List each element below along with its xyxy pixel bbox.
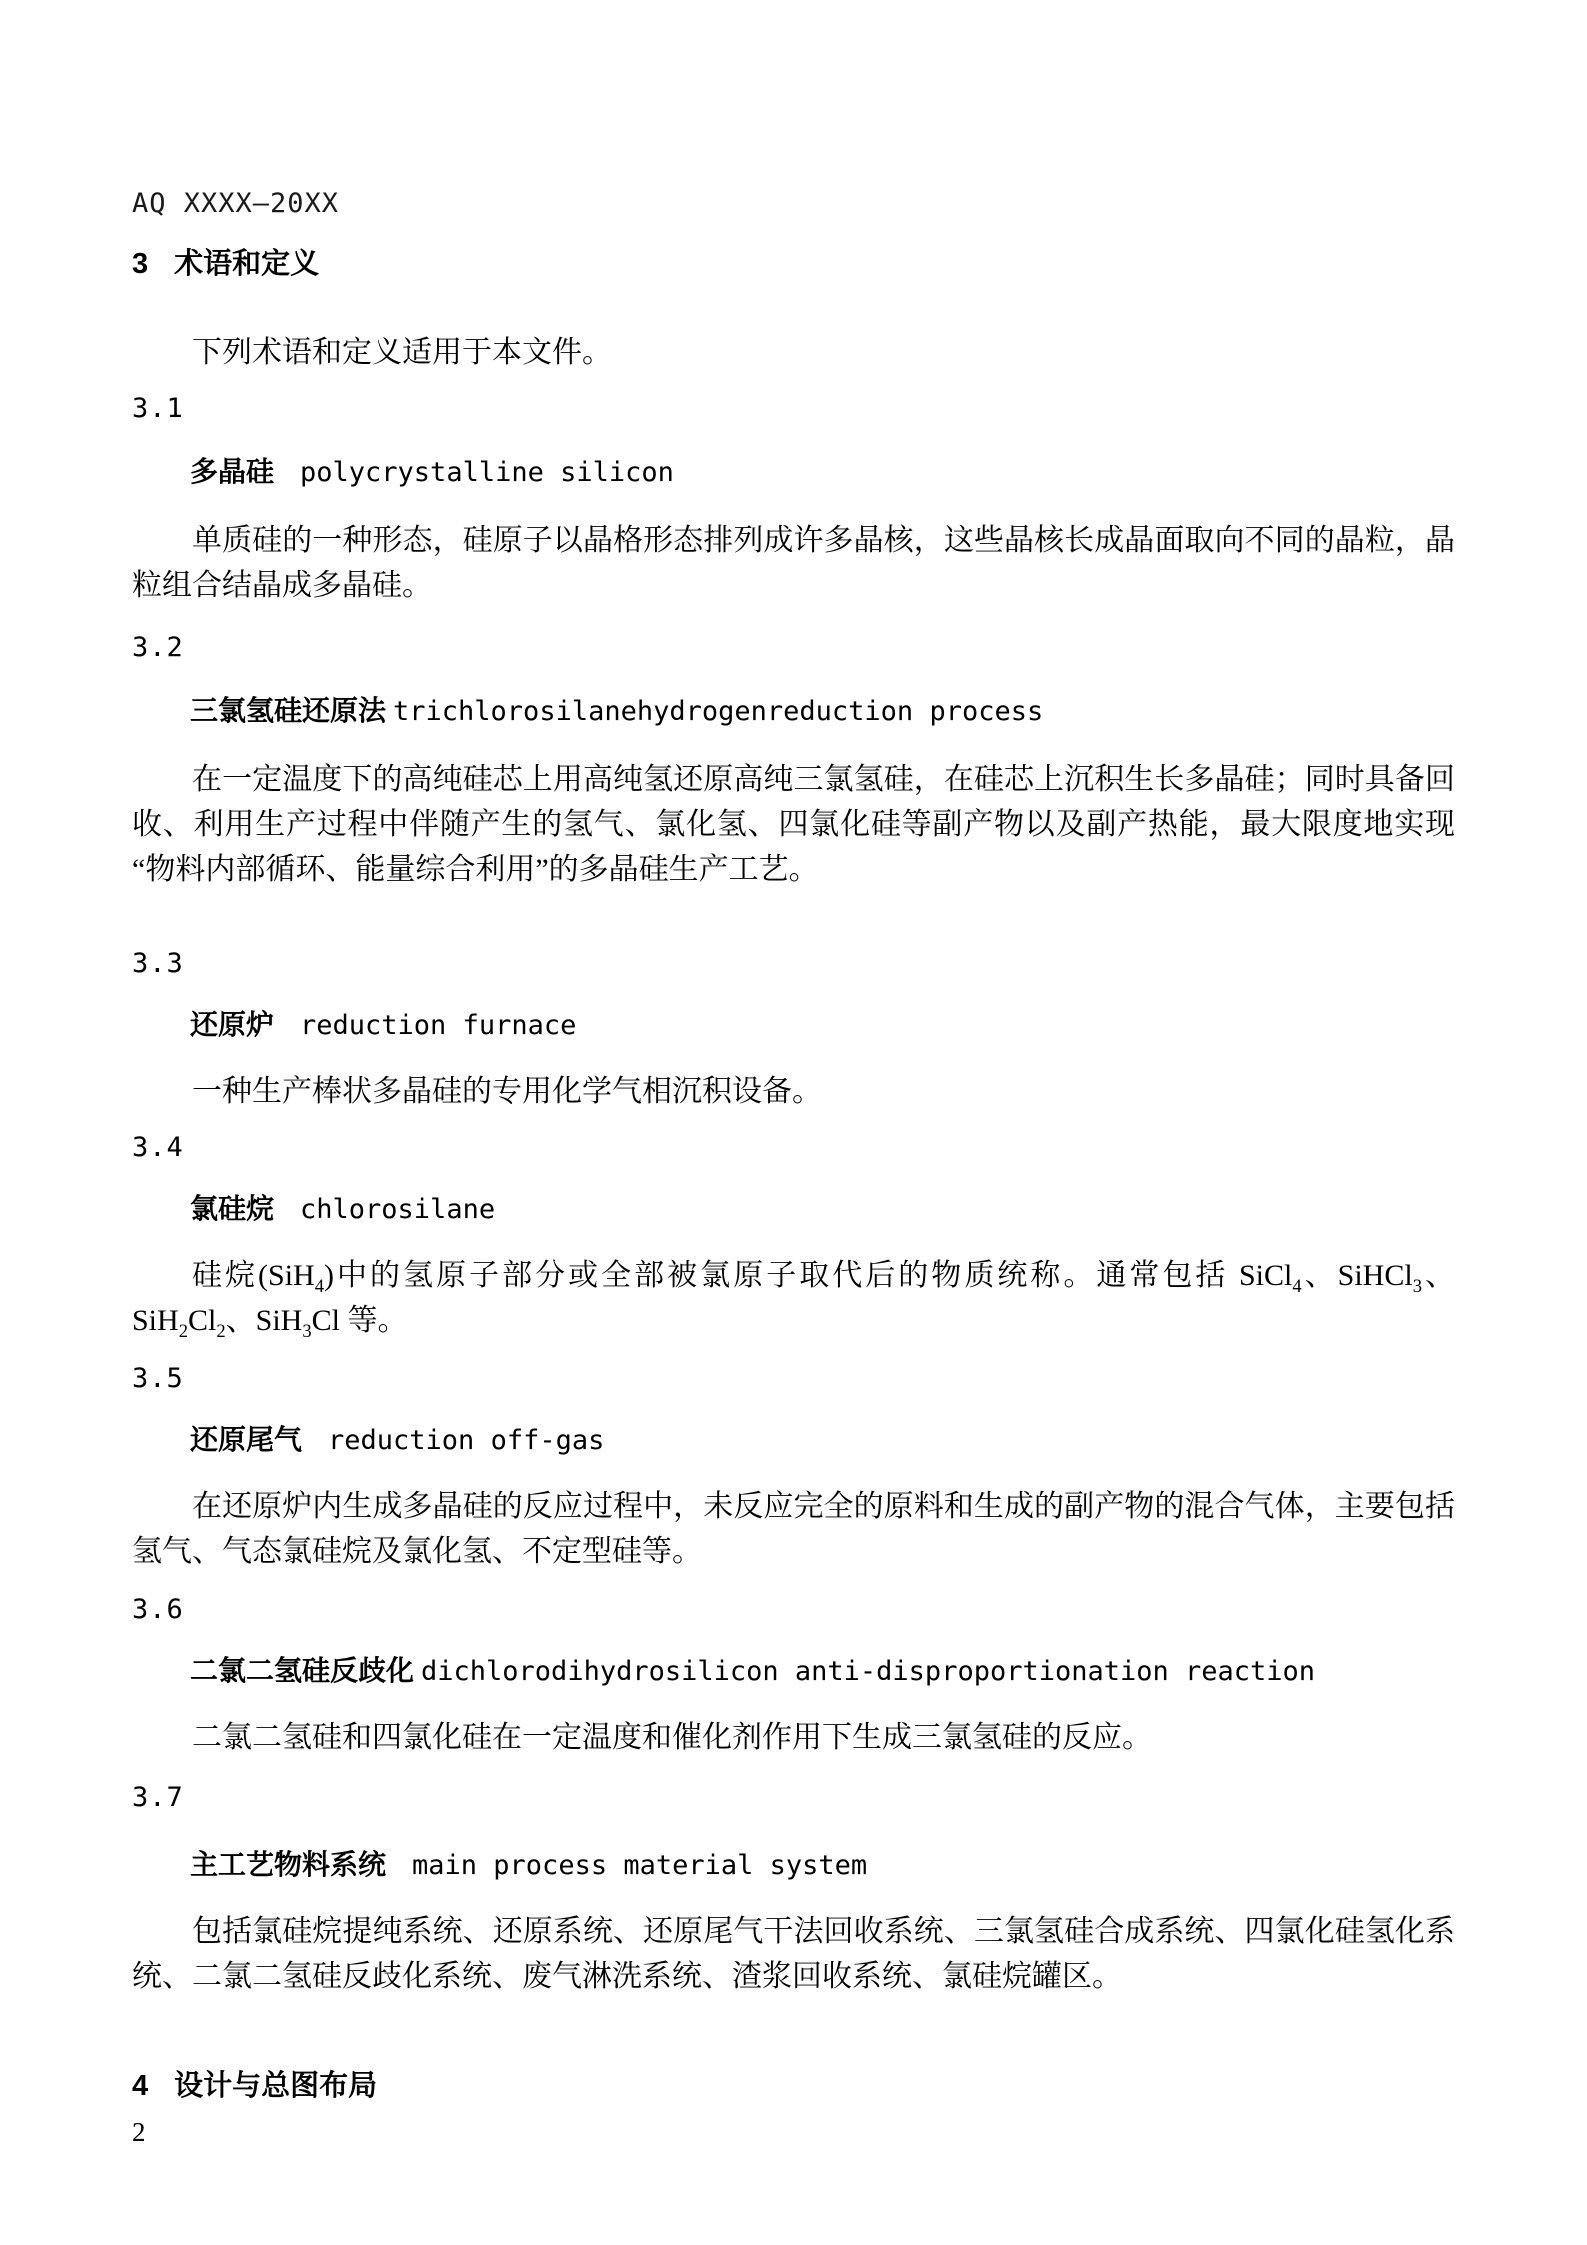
term-3-1 (132, 457, 1455, 488)
clause-number-3-4: 3.4 (132, 1132, 184, 1163)
term-3-3 (132, 1010, 1455, 1041)
term-3-1-en: polycrystalline silicon (300, 457, 674, 488)
term-3-7 (132, 1850, 1455, 1881)
definition-3-5: 在还原炉内生成多晶硅的反应过程中，未反应完全的原料和生成的副产物的混合气体，主要包括氢气、气态氯硅烷及氯化氢、不定型硅等。 (132, 1490, 1455, 1568)
term-3-4-zh: 氯硅烷 (190, 1193, 275, 1224)
term-3-4 (132, 1194, 1455, 1225)
clause-number-3-2: 3.2 (132, 632, 184, 663)
section4-title: 设计与总图布局 (174, 2070, 378, 2102)
definition-3-3: 一种生产棒状多晶硅的专用化学气相沉积设备。 (192, 1075, 822, 1108)
clause-number-3-3: 3.3 (132, 948, 184, 979)
term-3-3-en: reduction furnace (300, 1010, 577, 1041)
clause-number-3-6: 3.6 (132, 1594, 184, 1625)
clause-number-3-7: 3.7 (132, 1782, 184, 1813)
term-3-1-zh: 多晶硅 (190, 456, 275, 487)
term-3-7-zh: 主工艺物料系统 (190, 1849, 387, 1880)
term-3-6-zh: 二氯二氢硅反歧化 (190, 1655, 415, 1686)
term-3-2-zh: 三氯氢硅还原法 (190, 695, 387, 726)
term-3-3-zh: 还原炉 (190, 1009, 275, 1040)
definition-3-4: 硅烷(SiH$_4$)中的氢原子部分或全部被氯原子取代后的物质统称。通常包括 SiCl$_4$、SiHCl$_3$、$SiH_2Cl_2$、SiH$_3$Cl 等。 (132, 1259, 1455, 1342)
page-number: 2 (132, 2117, 146, 2147)
term-3-5 (132, 1425, 1455, 1456)
definition-3-1: 单质硅的一种形态，硅原子以晶格形态排列成许多晶核，这些晶核长成晶面取向不同的晶粒，晶粒组合结晶成多晶硅。 (132, 524, 1455, 602)
term-3-4-en: chlorosilane (300, 1194, 496, 1225)
clause-number-3-5: 3.5 (132, 1363, 184, 1394)
document-header: AQ XXXX—20XX (132, 188, 340, 219)
term-3-6-en: dichlorodihydrosilicon anti-disproportionation reaction (421, 1656, 1316, 1687)
term-3-6 (132, 1656, 1455, 1687)
definition-3-7: 包括氯硅烷提纯系统、还原系统、还原尾气干法回收系统、三氯氢硅合成系统、四氯化硅氢化系统、二氯二氢硅反歧化系统、废气淋洗系统、渣浆回收系统、氯硅烷罐区。 (132, 1915, 1455, 1993)
term-3-2-en: trichlorosilanehydrogenreduction process (393, 696, 1044, 727)
section3-title: 术语和定义 (174, 248, 320, 280)
term-3-5-en: reduction off-gas (328, 1425, 605, 1456)
definition-3-2: 在一定温度下的高纯硅芯上用高纯氢还原高纯三氯氢硅，在硅芯上沉积生长多晶硅；同时具备回收、利用生产过程中伴随产生的氢气、氯化氢、四氯化硅等副产物以及副产热能，最大限度地实现“物料内部循环、能量综合利用”的多晶硅生产工艺。 (132, 763, 1455, 886)
section4-heading (132, 2071, 1455, 2101)
clause-number-3-1: 3.1 (132, 393, 184, 424)
section3-intro: 下列术语和定义适用于本文件。 (192, 336, 612, 369)
section3-number: 3 (132, 248, 149, 280)
section4-number: 4 (132, 2070, 149, 2102)
term-3-7-en: main process material system (412, 1850, 868, 1881)
term-3-2 (132, 696, 1455, 727)
term-3-5-zh: 还原尾气 (190, 1424, 303, 1455)
section3-heading (132, 249, 1455, 279)
definition-3-6: 二氯二氢硅和四氯化硅在一定温度和催化剂作用下生成三氯氢硅的反应。 (192, 1721, 1152, 1754)
